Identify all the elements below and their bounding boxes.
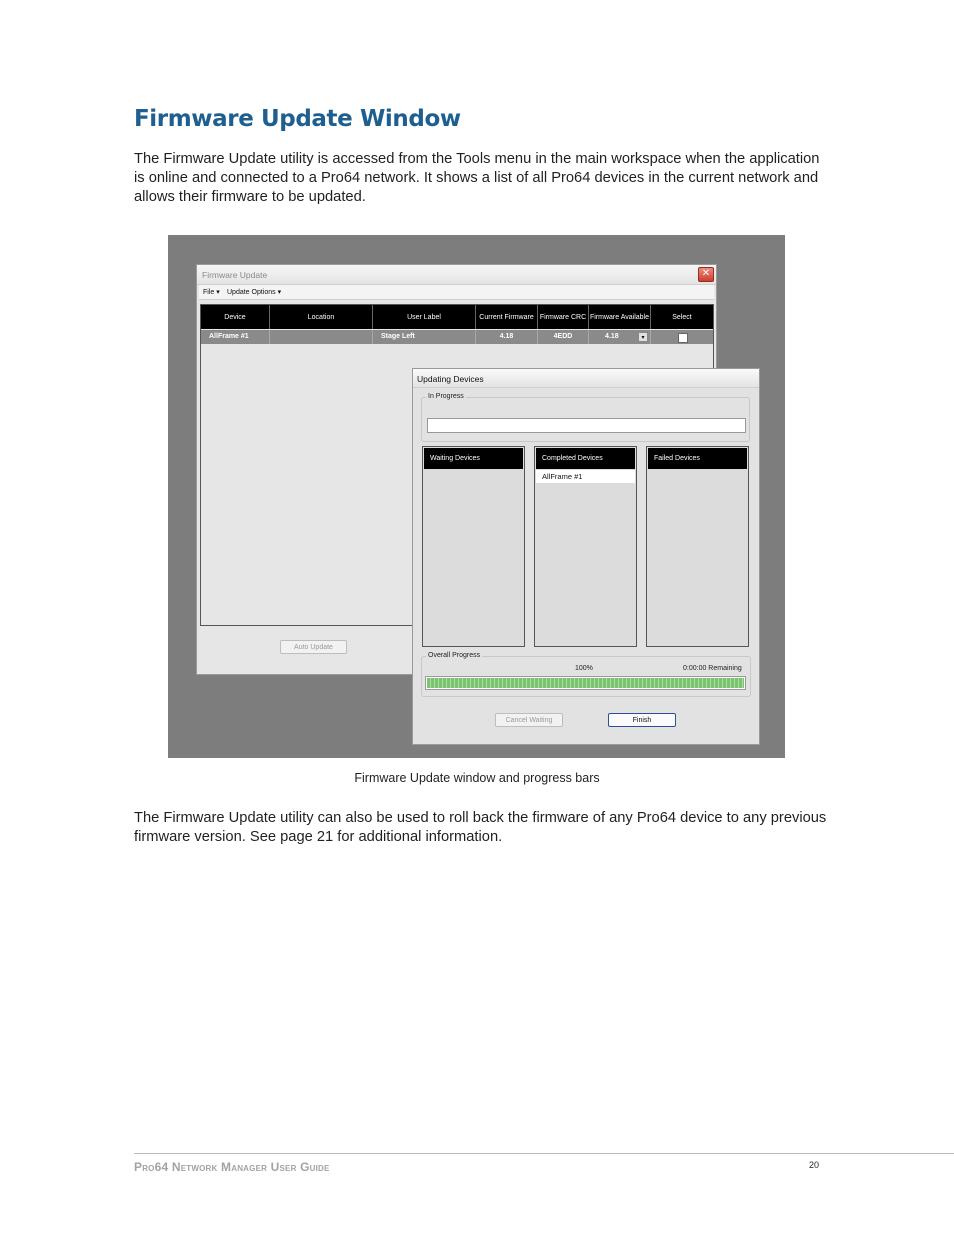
dialog-titlebar	[413, 369, 759, 388]
overall-progress-bar	[425, 676, 746, 690]
in-progress-label: In Progress	[428, 393, 464, 400]
dropdown-arrow-icon[interactable]: ▾	[638, 332, 648, 342]
cell-location	[270, 330, 373, 344]
cell-firmware-crc: 4EDD	[538, 330, 589, 344]
table-row[interactable]	[201, 330, 713, 344]
menu-file-label: File	[203, 289, 215, 296]
waiting-devices-header: Waiting Devices	[424, 448, 523, 469]
select-checkbox[interactable]	[678, 333, 688, 343]
updating-devices-dialog	[412, 368, 760, 745]
window-titlebar	[197, 265, 716, 285]
col-firmware-available[interactable]: Firmware Available	[589, 305, 651, 329]
in-progress-field	[427, 418, 746, 433]
menu-bar	[199, 285, 714, 300]
failed-devices-header: Failed Devices	[648, 448, 747, 469]
dialog-title: Updating Devices	[417, 374, 484, 384]
progress-bar-fill	[427, 678, 744, 688]
time-remaining: 0:00:00 Remaining	[683, 665, 742, 672]
in-progress-group	[421, 393, 750, 442]
chevron-down-icon: ▾	[216, 289, 220, 296]
col-location[interactable]: Location	[270, 305, 373, 329]
cancel-waiting-button[interactable]: Cancel Waiting	[495, 713, 563, 727]
firmware-available-value: 4.18	[605, 333, 619, 340]
menu-update-options-label: Update Options	[227, 289, 276, 296]
cell-device: AllFrame #1	[201, 330, 270, 344]
screenshot-figure	[168, 235, 785, 758]
intro-paragraph: The Firmware Update utility is accessed from the Tools menu in the main workspace when the application is online and connected to a Pro64 network. It shows a list of all Pro64 devices in the current network and allows their firmware to be updated.	[134, 151, 820, 205]
waiting-devices-list[interactable]	[422, 446, 525, 647]
col-select[interactable]: Select	[672, 313, 692, 321]
col-device[interactable]: Device	[201, 305, 270, 329]
auto-update-button[interactable]: Auto Update	[280, 640, 347, 654]
finish-button[interactable]: Finish	[608, 713, 676, 727]
cell-user-label: Stage Left	[373, 330, 476, 344]
footer-divider	[134, 1153, 954, 1154]
col-user-label[interactable]: User Label	[373, 305, 476, 329]
cell-firmware-available[interactable]	[589, 330, 651, 344]
progress-percent: 100%	[575, 665, 593, 672]
caption-text: Firmware Update window and progress bars	[354, 771, 600, 785]
col-current-firmware[interactable]: Current Firmware	[476, 305, 538, 329]
window-title: Firmware Update	[202, 270, 268, 280]
menu-file[interactable]	[203, 288, 220, 296]
menu-update-options[interactable]	[227, 288, 281, 296]
overall-progress-label: Overall Progress	[428, 652, 481, 659]
footer-guide-title: Pro64 Network Manager User Guide	[134, 1160, 330, 1174]
rollback-paragraph: The Firmware Update utility can also be used to roll back the firmware of any Pro64 device to any previous firmware version. See page 21 for additional information.	[134, 810, 827, 845]
col-firmware-crc[interactable]: Firmware CRC	[538, 305, 589, 329]
page-number: 20	[809, 1160, 820, 1170]
close-icon[interactable]: ✕	[698, 267, 714, 282]
list-item[interactable]: AllFrame #1	[536, 470, 635, 483]
cell-select	[651, 330, 713, 344]
page-heading: Firmware Update Window	[134, 106, 461, 132]
cell-current-firmware: 4.18	[476, 330, 538, 344]
failed-devices-list[interactable]	[646, 446, 749, 647]
chevron-down-icon: ▾	[277, 289, 282, 296]
completed-devices-header: Completed Devices	[536, 448, 635, 469]
completed-devices-list[interactable]	[534, 446, 637, 647]
table-header	[201, 305, 713, 329]
figure-caption	[0, 771, 954, 785]
